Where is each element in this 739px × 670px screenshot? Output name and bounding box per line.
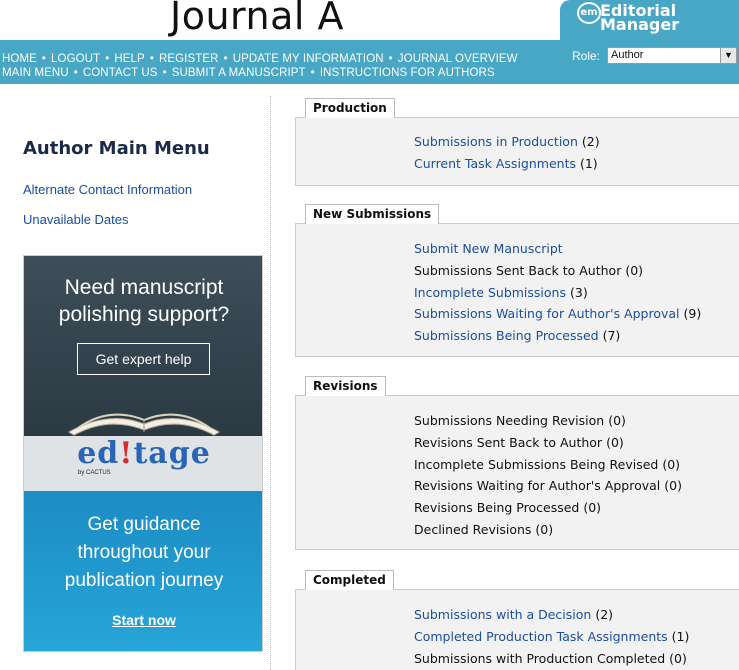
editage-logo-bang: !: [119, 436, 134, 471]
page-header: [0, 0, 739, 84]
item-count: (0): [535, 522, 554, 537]
item-count: (7): [602, 328, 621, 343]
list-item: [414, 651, 687, 666]
section-production: [295, 117, 739, 186]
item-count: (0): [606, 435, 624, 450]
get-expert-help-button[interactable]: Get expert help: [77, 343, 210, 375]
column-divider: [270, 96, 271, 670]
ad-headline: [24, 274, 263, 328]
item-label: Submissions Sent Back to Author: [414, 263, 622, 278]
item-count: (3): [569, 285, 588, 300]
list-item: [414, 241, 563, 256]
item-count: (0): [669, 651, 687, 666]
nav-separator: •: [73, 67, 78, 79]
brand-line-1: Editorial: [600, 1, 677, 20]
item-count: (0): [608, 413, 626, 428]
item-count: (9): [683, 306, 702, 321]
nav-separator: •: [105, 53, 110, 65]
nav-separator: •: [162, 67, 167, 79]
editage-logo: [24, 436, 263, 471]
cactus-logo: by CACTUS: [78, 470, 111, 476]
submissions-in-production-link[interactable]: Submissions in Production: [414, 134, 578, 149]
nav-journal-overview[interactable]: JOURNAL OVERVIEW: [397, 53, 518, 65]
nav-separator: •: [310, 67, 315, 79]
list-item: [414, 607, 613, 622]
editage-advertisement[interactable]: [23, 255, 263, 652]
list-item: [414, 522, 553, 537]
ad-guidance-text: [24, 511, 263, 595]
item-label: Submissions Needing Revision: [414, 413, 605, 428]
nav-separator: •: [223, 53, 228, 65]
item-count: (2): [595, 607, 614, 622]
list-item: [414, 435, 624, 450]
submit-new-manuscript-link[interactable]: Submit New Manuscript: [414, 241, 563, 256]
nav-logout[interactable]: LOGOUT: [51, 53, 101, 65]
open-book-icon: [64, 394, 224, 438]
ad-guide-line-1: Get guidance: [87, 514, 201, 535]
completed-production-task-assignments-link[interactable]: Completed Production Task Assignments: [414, 629, 668, 644]
item-count: (1): [579, 156, 598, 171]
nav-separator: •: [41, 53, 47, 65]
item-count: (0): [662, 457, 681, 472]
list-item: [414, 263, 643, 278]
current-task-assignments-link[interactable]: Current Task Assignments: [414, 156, 576, 171]
item-label: Submissions with Production Completed: [414, 651, 666, 666]
start-now-link[interactable]: Start now: [112, 612, 176, 628]
nav-separator: •: [149, 53, 154, 65]
editage-logo-post: tage: [133, 436, 211, 471]
section-tab-production: Production: [305, 98, 395, 118]
list-item: [414, 156, 598, 171]
item-count: (1): [671, 629, 690, 644]
nav-register[interactable]: REGISTER: [158, 53, 219, 65]
list-item: [414, 457, 680, 472]
editage-logo-pre: ed: [77, 436, 120, 471]
section-tab-completed: Completed: [305, 570, 394, 590]
nav-separator: •: [388, 53, 393, 65]
list-item: [414, 629, 689, 644]
submissions-being-processed-link[interactable]: Submissions Being Processed: [414, 328, 599, 343]
list-item: [414, 328, 620, 343]
submissions-with-decision-link[interactable]: Submissions with a Decision: [414, 607, 592, 622]
page-title: Author Main Menu: [23, 138, 210, 159]
item-label: Revisions Sent Back to Author: [414, 435, 603, 450]
item-label: Revisions Waiting for Author's Approval: [414, 478, 661, 493]
role-select-value: Author: [611, 49, 644, 61]
incomplete-submissions-link[interactable]: Incomplete Submissions: [414, 285, 566, 300]
chevron-down-icon[interactable]: ▼: [720, 48, 736, 63]
item-count: (0): [664, 478, 682, 493]
ad-guide-line-2: throughout your: [77, 542, 211, 563]
nav-row-2: [2, 66, 522, 80]
item-count: (0): [625, 263, 644, 278]
list-item: [414, 306, 701, 321]
list-item: [414, 134, 600, 149]
nav-help[interactable]: HELP: [114, 53, 145, 65]
nav-instructions-for-authors[interactable]: INSTRUCTIONS FOR AUTHORS: [319, 67, 495, 79]
role-label: Role:: [572, 49, 601, 63]
unavailable-dates-link[interactable]: Unavailable Dates: [23, 212, 129, 227]
editorial-manager-logo: [600, 1, 680, 34]
item-count: (0): [583, 500, 602, 515]
nav-home[interactable]: HOME: [2, 53, 37, 65]
brand-line-2: Manager: [600, 15, 680, 34]
nav-update-my-information[interactable]: UPDATE MY INFORMATION: [232, 53, 384, 65]
list-item: [414, 500, 601, 515]
list-item: [414, 413, 626, 428]
nav-contact-us[interactable]: CONTACT US: [82, 67, 158, 79]
ad-headline-line-2: polishing support?: [58, 303, 230, 326]
role-select[interactable]: [607, 47, 737, 64]
section-tab-new-submissions: New Submissions: [305, 204, 439, 224]
alternate-contact-information-link[interactable]: Alternate Contact Information: [23, 182, 193, 197]
nav-submit-a-manuscript[interactable]: SUBMIT A MANUSCRIPT: [171, 67, 306, 79]
nav-main-menu[interactable]: MAIN MENU: [2, 67, 69, 79]
item-label: Revisions Being Processed: [414, 500, 580, 515]
list-item: [414, 285, 588, 300]
nav-row-1: [2, 52, 522, 66]
item-label: Declined Revisions: [414, 522, 532, 537]
submissions-waiting-for-approval-link[interactable]: Submissions Waiting for Author's Approval: [414, 306, 680, 321]
main-nav: [2, 52, 522, 80]
list-item: [414, 478, 682, 493]
ad-guide-line-3: publication journey: [64, 570, 224, 591]
item-count: (2): [581, 134, 600, 149]
section-tab-revisions: Revisions: [305, 376, 386, 396]
ad-headline-line-1: Need manuscript: [64, 276, 224, 299]
item-label: Incomplete Submissions Being Revised: [414, 457, 659, 472]
editorial-manager-logo-icon: em: [577, 2, 601, 24]
journal-title: Journal A: [170, 0, 344, 38]
